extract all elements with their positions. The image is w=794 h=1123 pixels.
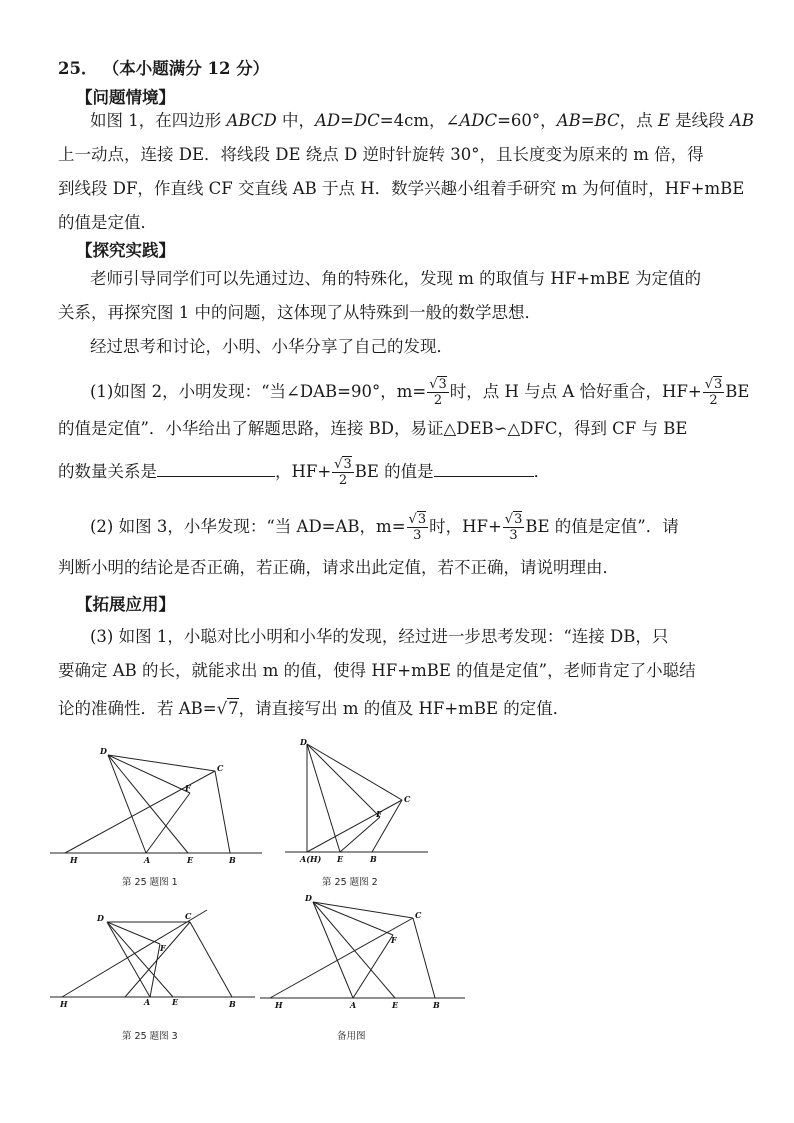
radicand: 3 — [417, 512, 427, 527]
question-2-line-1 — [90, 507, 750, 547]
label-F: F — [160, 943, 166, 953]
label-D: D — [100, 746, 107, 756]
text-span: AB=BC — [556, 111, 620, 130]
practice-line-3: 经过思考和讨论，小明、小华分享了自己的发现． — [90, 337, 453, 356]
practice-line-2: 关系，再探究图 1 中的问题，这体现了从特殊到一般的数学思想． — [58, 303, 541, 322]
fraction-sqrt3-over-2: $\frac{√3}{2}$ — [429, 377, 447, 408]
radicand: 3 — [343, 457, 352, 472]
label-F: F — [376, 809, 382, 819]
figure-3-svg — [40, 902, 260, 1012]
label-F: F — [391, 935, 397, 945]
denominator: 3 — [509, 528, 518, 543]
label-E: E — [392, 1000, 399, 1010]
label-B: B — [433, 1000, 440, 1010]
denominator: 2 — [433, 393, 443, 408]
text-span: 如图 1，在四边形 — [90, 111, 227, 130]
label-A: A — [350, 1000, 357, 1010]
figure-1 — [40, 740, 270, 870]
text-span: (1)如图 2，小明发现：“当∠DAB=90°，m= — [90, 382, 427, 401]
denominator: 2 — [338, 473, 348, 488]
text-span: ADC — [459, 111, 498, 130]
figure-2-caption: 第 25 题图 2 — [322, 877, 378, 888]
label-F: F — [185, 783, 191, 793]
label-D: D — [97, 913, 104, 923]
answer-blank-2[interactable] — [434, 462, 534, 477]
label-A-H: A(H) — [300, 854, 322, 864]
text-span: ABCD — [226, 111, 277, 130]
sqrt-7: √7 — [216, 699, 239, 718]
label-D: D — [300, 737, 307, 747]
text-span: BE 的值是 — [354, 462, 434, 481]
text-span: AB — [729, 111, 754, 130]
section-practice: 【探究实践】 — [76, 241, 175, 260]
answer-blank-1[interactable] — [157, 462, 275, 477]
label-C: C — [404, 794, 411, 804]
text-span: ． — [533, 462, 551, 481]
fraction-sqrt3-over-2: $\frac{√3}{2}$ — [334, 457, 352, 488]
label-B: B — [370, 854, 377, 864]
question-1-line-2: 的值是定值”．小华给出了解题思路，连接 BD，易证△DEB∽△DFC，得到 CF 与 BE — [58, 419, 688, 438]
figure-2 — [280, 732, 430, 872]
label-A: A — [144, 855, 151, 865]
question-1-line-3 — [58, 452, 748, 492]
text-span: ，请直接写出 m 的值及 HF+mBE 的定值． — [238, 699, 570, 718]
label-D: D — [305, 893, 312, 903]
problem-header — [58, 58, 748, 80]
label-H: H — [275, 1000, 283, 1010]
label-C: C — [185, 911, 192, 921]
label-A: A — [144, 997, 151, 1007]
text-span: 是线段 — [669, 111, 730, 130]
radicand: 3 — [714, 377, 723, 392]
section-context: 【问题情境】 — [76, 88, 175, 107]
figure-spare-svg — [255, 890, 470, 1010]
context-line-3: 到线段 DF，作直线 CF 交直线 AB 于点 H．数学兴趣小组着手研究 m 为何值时，HF+mBE — [58, 179, 745, 198]
fraction-sqrt3-over-2: $\frac{√3}{2}$ — [704, 377, 723, 408]
text-span: BE 的值是定值”．请 — [525, 517, 679, 536]
text-span: =60°， — [497, 111, 557, 130]
label-E: E — [187, 855, 194, 865]
text-span: =4cm，∠ — [379, 111, 460, 130]
text-span: 的数量关系是 — [58, 462, 157, 481]
context-line-4: 的值是定值． — [58, 213, 157, 232]
label-B: B — [229, 999, 236, 1009]
figure-3 — [40, 902, 260, 1012]
question-1-line-1 — [90, 372, 750, 412]
text-span: E — [657, 111, 670, 130]
radicand: 3 — [438, 377, 447, 392]
section-application: 【拓展应用】 — [76, 595, 175, 614]
problem-number: 25． — [58, 59, 98, 78]
question-3-line-2: 要确定 AB 的长，就能求出 m 的值，使得 HF+mBE 的值是定值”，老师肯定了小聪结 — [58, 661, 696, 680]
label-H: H — [70, 855, 78, 865]
label-B: B — [229, 855, 236, 865]
text-span: ，HF+ — [275, 462, 332, 481]
question-3-line-3 — [58, 698, 748, 720]
text-span: 中， — [276, 111, 315, 130]
denominator: 3 — [413, 528, 422, 543]
label-H: H — [60, 999, 68, 1009]
label-E: E — [172, 997, 179, 1007]
text-span: (2) 如图 3，小华发现：“当 AD=AB，m= — [90, 517, 406, 536]
text-span: 时，HF+ — [429, 517, 502, 536]
text-span: ，点 — [619, 111, 658, 130]
label-C: C — [415, 910, 422, 920]
text-span: 时，点 H 与点 A 恰好重合，HF+ — [449, 382, 702, 401]
context-line-1 — [90, 110, 754, 132]
radicand: 7 — [228, 699, 239, 718]
figure-1-svg — [40, 740, 270, 870]
label-E: E — [337, 854, 344, 864]
figure-3-caption: 第 25 题图 3 — [122, 1031, 178, 1042]
figure-1-caption: 第 25 题图 1 — [122, 877, 178, 888]
practice-line-1: 老师引导同学们可以先通过边、角的特殊化，发现 m 的取值与 HF+mBE 为定值的 — [90, 269, 702, 288]
label-C: C — [217, 763, 224, 773]
question-2-line-2: 判断小明的结论是否正确，若正确，请求出此定值，若不正确，请说明理由． — [58, 558, 619, 577]
text-span: BE — [725, 382, 750, 401]
radicand: 3 — [514, 512, 523, 527]
text-span: 论的准确性．若 AB= — [58, 699, 217, 718]
figure-spare — [255, 890, 470, 1010]
context-line-2: 上一动点，连接 DE．将线段 DE 绕点 D 逆时针旋转 30°，且长度变为原来的 m 倍，得 — [58, 145, 704, 164]
text-span: AD=DC — [314, 111, 380, 130]
figure-spare-caption: 备用图 — [337, 1031, 366, 1042]
fraction-sqrt3-over-3: $\frac{√3}{3}$ — [408, 512, 427, 543]
fraction-sqrt3-over-3: $\frac{√3}{3}$ — [504, 512, 523, 543]
denominator: 2 — [709, 393, 718, 408]
problem-points: （本小题满分 12 分） — [102, 59, 270, 78]
question-3-line-1: (3) 如图 1，小聪对比小明和小华的发现，经过进一步思考发现：“连接 DB，只 — [90, 627, 669, 646]
figure-2-svg — [280, 732, 430, 872]
